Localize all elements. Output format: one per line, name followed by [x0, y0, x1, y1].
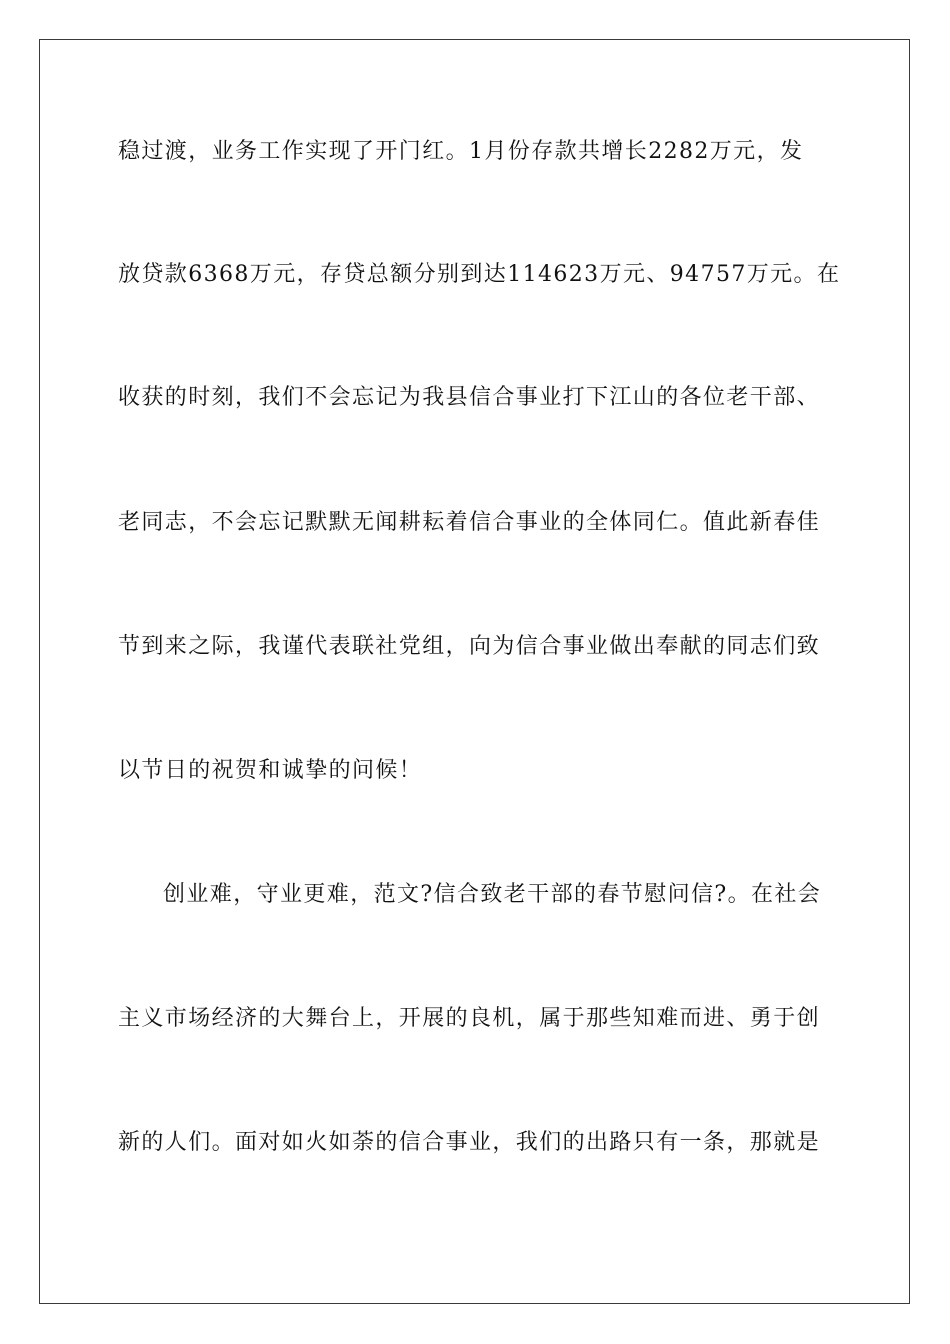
text-line: 收获的时刻，我们不会忘记为我县信合事业打下江山的各位老干部、	[118, 385, 821, 410]
text-line: 放贷款6368万元，存贷总额分别到达114623万元、94757万元。在	[118, 262, 841, 287]
paragraph-first-line: 创业难，守业更难，范文?信合致老干部的春节慰问信?。在社会	[163, 882, 822, 907]
text-line: 稳过渡，业务工作实现了开门红。1月份存款共增长2282万元，发	[118, 139, 804, 164]
page-border	[39, 39, 910, 1304]
text-line: 主义市场经济的大舞台上，开展的良机，属于那些知难而进、勇于创	[118, 1006, 821, 1031]
text-line: 新的人们。面对如火如荼的信合事业，我们的出路只有一条，那就是	[118, 1130, 821, 1155]
text-line: 以节日的祝贺和诚挚的问候！	[118, 758, 423, 783]
text-line: 老同志，不会忘记默默无闻耕耘着信合事业的全体同仁。值此新春佳	[118, 510, 821, 535]
text-line: 节到来之际，我谨代表联社党组，向为信合事业做出奉献的同志们致	[118, 634, 821, 659]
